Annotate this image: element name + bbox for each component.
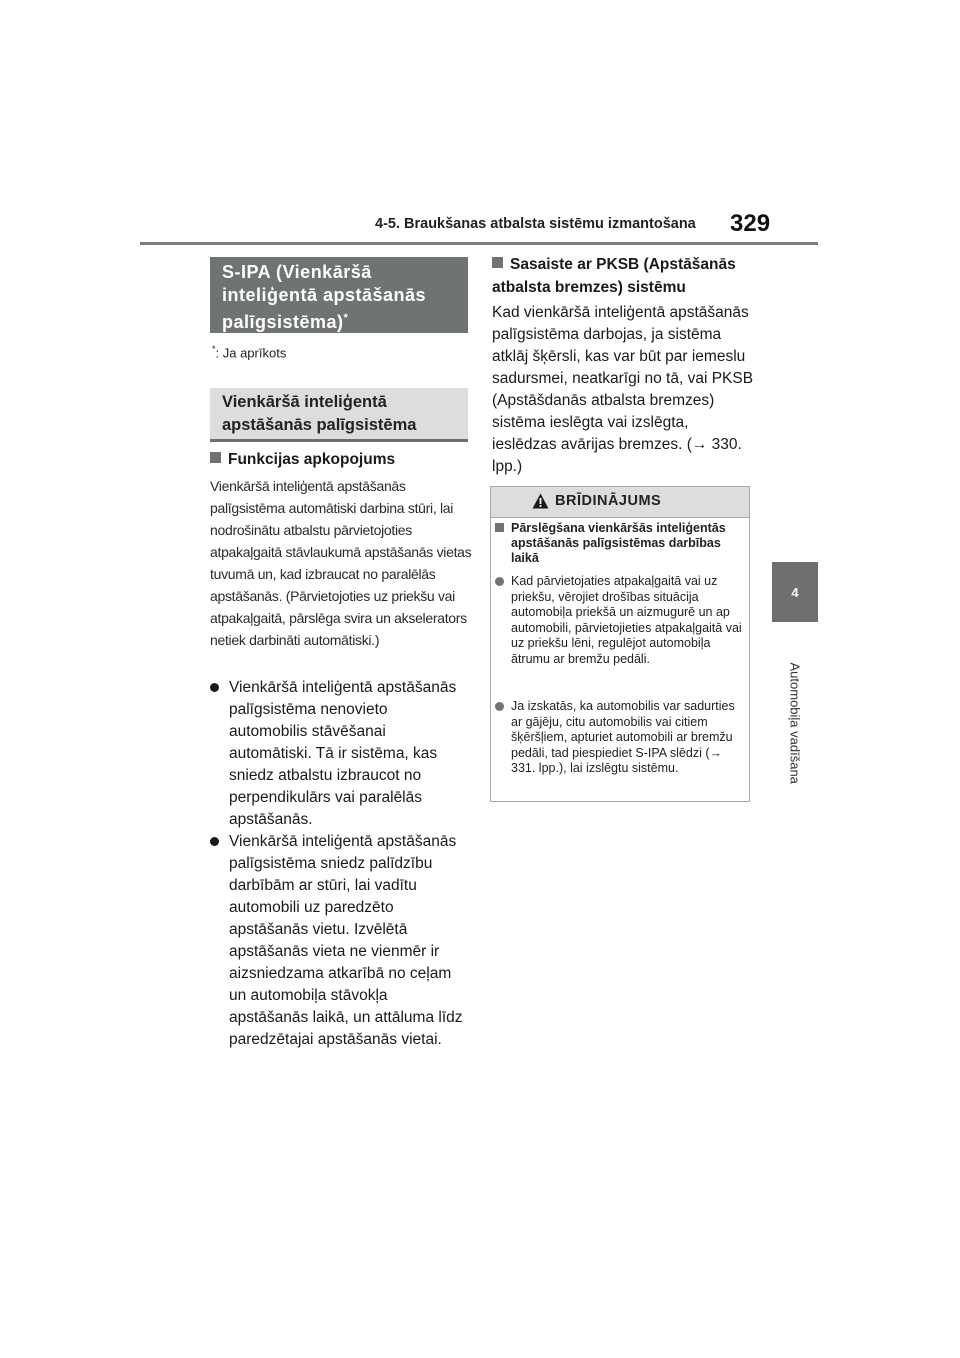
- square-bullet-icon: [210, 452, 221, 463]
- warning-item: [511, 699, 743, 777]
- warning-subheading: [511, 521, 741, 566]
- warning-item-text: Ja izskatās, ka automobilis var sadurties ar gājēju, citu automobilis vai citiem šķēršļiem, apturiet automobili ar bremžu pedāli, tad piespiediet S-IPA slēdzi (→ 331. lpp.), lai izslēgtu sistēmu.: [511, 699, 735, 775]
- warning-box: [490, 486, 750, 802]
- bullet-dot-icon: [495, 577, 504, 586]
- chapter-number: 4: [791, 584, 799, 600]
- bullet-text: Vienkāršā inteliģentā apstāšanās palīgsistēma nenovieto automobilis stāvēšanai automātiski. Tā ir sistēma, kas sniedz atbalstu izbraucot no perpendikulārs vai paralēlās apstāšanās.: [229, 679, 457, 828]
- section-heading: [210, 257, 468, 333]
- warning-triangle-icon: [532, 493, 549, 509]
- bullet-item: [229, 677, 469, 831]
- warning-header: [491, 487, 749, 518]
- warning-title: BRĪDINĀJUMS: [555, 493, 662, 509]
- footnote-text: : Ja aprīkots: [215, 345, 287, 361]
- chapter-title-vertical: Automobiļa vadīšana: [787, 662, 803, 784]
- bullet-text: Vienkāršā inteliģentā apstāšanās palīgsistēma sniedz palīdzību darbībām ar stūri, lai vadītu automobili uz paredzēto apstāšanās vietu. Izvēlētā apstāšanās vieta ne vienmēr ir aizsniedzama atkarībā no ceļam un automobiļa stāvokļa apstāšanās laikā, un attāluma līdz paredzētajai apstāšanās vietai.: [229, 833, 463, 1048]
- chapter-tab: [772, 562, 818, 622]
- pksb-heading-text: Sasaiste ar PKSB (Apstāšanās atbalsta bremzes) sistēmu: [492, 256, 736, 296]
- warning-subheading-text: Pārslēgšana vienkāršās inteliģentās apstāšanās palīgsistēmas darbības laikā: [511, 521, 726, 565]
- bullet-item: [229, 831, 469, 1051]
- bullet-dot-icon: [210, 837, 219, 846]
- page-number: 329: [730, 210, 771, 237]
- pksb-heading: [492, 253, 754, 299]
- pksb-paragraph: Kad vienkāršā inteliģentā apstāšanās palīgsistēma darbojas, ja sistēma atklāj šķērsli, kas var būt par iemeslu sadursmei, neatkarīgi no tā, vai PKSB (Apstāšdanās atbalsta bremzes) sistēma ieslēgta vai izslēgta, ieslēdzas avārijas bremzes. (→ 330. lpp.): [492, 304, 754, 475]
- header-rule: [140, 242, 818, 245]
- bullet-dot-icon: [495, 702, 504, 711]
- func-heading-text: Funkcijas apkopojums: [228, 451, 396, 468]
- warning-item: [511, 574, 743, 667]
- func-heading: [210, 448, 470, 471]
- square-bullet-icon: [492, 257, 503, 268]
- section-heading-mark: *: [343, 312, 349, 324]
- footnote-mark: *: [212, 344, 216, 354]
- func-paragraph: Vienkāršā inteliģentā apstāšanās palīgsistēma automātiski darbina stūri, lai nodrošinātu atbalstu pārvietojoties atpakaļgaitā stāvlaukumā apstāšanās vietas tuvumā un, kad izbraucat no paralēlās apstāšanās. (Pārvietojoties uz priekšu vai atpakaļgaitā, pārslēga svira un akselerators netiek darbināti automātiski.): [210, 478, 472, 648]
- warning-item-text: Kad pārvietojaties atpakaļgaitā vai uz priekšu, vērojiet drošības situācija automobiļa priekšā un aizmugurē un ap automobili, pārvietojieties atpakaļgaitā vai uz priekšu lēni, regulējot automobiļa ātrumu ar bremžu pedāli.: [511, 574, 742, 666]
- subsection-heading: Vienkāršā inteliģentā apstāšanās palīgsistēma: [210, 388, 468, 442]
- square-bullet-icon: [495, 523, 504, 532]
- section-heading-text: S-IPA (Vienkāršā inteliģentā apstāšanās palīgsistēma): [222, 262, 427, 332]
- running-header-title: 4-5. Braukšanas atbalsta sistēmu izmantošana: [375, 216, 696, 232]
- footnote: [212, 344, 286, 360]
- bullet-dot-icon: [210, 683, 219, 692]
